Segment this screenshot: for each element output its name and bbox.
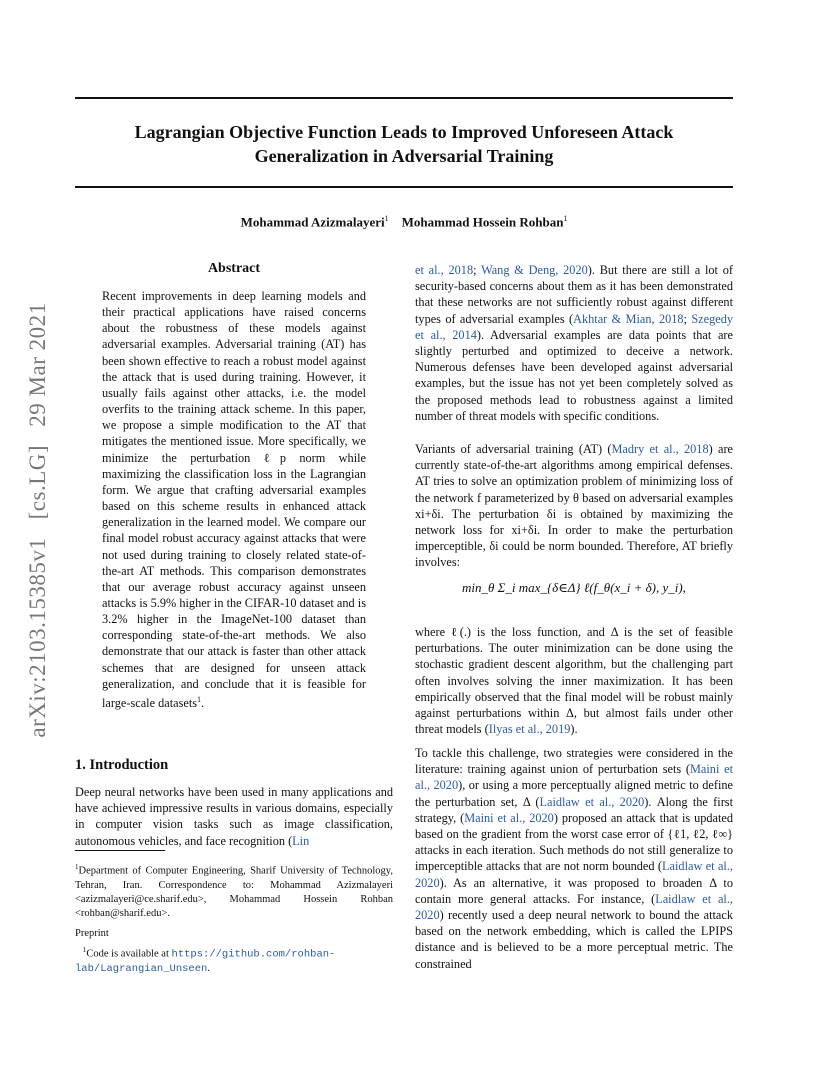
code-footnote: [75, 943, 393, 976]
footnote-separator: [75, 850, 165, 851]
author-name: Mohammad Hossein Rohban: [401, 214, 564, 230]
body-text: ). Along the first strategy, (: [415, 794, 733, 825]
body-text: ) are currently state-of-the-art algorithms among empirical defenses. AT tries to solve an optimization problem of minimizing loss of the network f parameterized by θ based on adversarial examples xi+δi. The perturbation δi is obtained by maximizing the network loss for xi+δi. In order to make the perturbation imperceptible, δi could be norm bounded. Therefore, AT briefly involves:: [415, 442, 733, 570]
arxiv-category: [cs.LG]: [25, 444, 50, 520]
body-text: ) proposed an attack that is updated based on the gradient from the worst case error of {ℓ1, ℓ2, ℓ∞} attacks in each iteration. Such methods do not still generalize to imperceptible attacks that are not norm bounded (: [415, 810, 734, 874]
body-text: Variants of adversarial training (AT) (: [415, 442, 612, 456]
right-column-paragraph: [415, 624, 733, 737]
body-text: ;: [473, 263, 482, 277]
code-url-link[interactable]: https://github.com/rohban-lab/Lagrangian_Unseen: [75, 948, 336, 975]
body-text: ). As an alternative, it was proposed to broaden Δ to contain more general attacks. For instance, (: [415, 875, 733, 906]
affiliation-mark: 1: [384, 214, 389, 223]
citation-link[interactable]: Akhtar & Mian, 2018: [573, 311, 684, 326]
body-text: ).: [570, 722, 578, 737]
citation-link[interactable]: Maini et al., 2020: [415, 762, 733, 793]
abstract-text: Recent improvements in deep learning models and their practical applications have raised concerns about the robustness of these models against adversarial examples. Adversarial training (AT) has been shown effective to reach a robust model against the attack that is used during training. However, it usually fails against other attacks, i.e. the model overfits to the training attack scheme. In this paper, we propose a simple modification to the AT that mitigates the mentioned issue. More specifically, we minimize the perturbation ℓp norm while maximizing the classification loss in the Lagrangian form. We argue that crafting adversarial examples based on this scheme results in enhanced attack generalization in the learned model. We compare our final model robust accuracy against attacks that were not used during training to closely related state-of-the-art AT methods. This comparison demonstrates that our average robust accuracy against unseen attacks is 5.9% higher in the CIFAR-10 dataset and is 3.2% higher in the ImageNet-100 dataset than corresponding state-of-the-art methods. We also demonstrate that our attack is faster than other attack schemes that are designed for unseen attack generalization, and conclude that it is feasible for large-scale datasets: [102, 289, 366, 710]
footnote-mark: 1: [75, 863, 79, 871]
right-column-paragraph: [415, 441, 733, 571]
code-text: Code is available at: [86, 948, 172, 960]
abstract-end: .: [201, 696, 205, 710]
body-text: ) recently used a deep neural network to bound the attack based on the network embedding, which is called the LPIPS distance and is believed to be a more perceptual metric. The constrained: [415, 908, 733, 971]
paper-title: [75, 120, 733, 168]
body-text: To tackle this challenge, two strategies were considered in the literature: training against union of perturbation sets (: [415, 746, 733, 777]
citation-link[interactable]: Laidlaw et al., 2020: [415, 891, 733, 923]
body-text: ), or using a more perceptually aligned metric to define the perturbation set, Δ (: [415, 778, 733, 809]
citation-link[interactable]: Laidlaw et al., 2020: [415, 859, 733, 890]
citation-link[interactable]: Wang & Deng, 2020: [481, 263, 588, 277]
citation-link[interactable]: et al., 2018: [415, 263, 474, 277]
author-list: [75, 214, 733, 230]
citation-link[interactable]: Laidlaw et al., 2020: [539, 794, 645, 809]
affiliation-mark: 1: [563, 214, 568, 223]
title-top-rule: [75, 97, 733, 99]
abstract-heading: Abstract: [207, 261, 261, 276]
body-text: ). Adversarial examples are data points that are slightly perturbed and optimized to deceive a network. Numerous defenses have been developed against adversarial examples, but the issue has not yet been completely solved as the proposed methods lead to robustness against a limited number of threat models with specific conditions.: [415, 327, 733, 423]
title-line-1: Lagrangian Objective Function Leads to Improved Unforeseen Attack: [134, 122, 674, 142]
body-text: ;: [683, 311, 692, 326]
citation-link[interactable]: Madry et al., 2018: [611, 442, 709, 456]
preprint-label: Preprint: [75, 928, 109, 939]
body-text: ). But there are still a lot of security-based concerns about them as it has been demonstrated that these networks are not sufficiently robust against different types of adversarial examples (: [415, 263, 733, 326]
affiliation-footnote: [75, 860, 393, 921]
at-objective-equation: [415, 580, 733, 596]
citation-link[interactable]: Lin: [292, 833, 310, 848]
arxiv-id: arXiv:2103.15385v1: [25, 537, 50, 738]
body-text: where ℓ(.) is the loss function, and Δ is the set of feasible perturbations. The outer minimization can be done using the stochastic gradient descent algorithm, but the challenging part often involves solving the inner maximization. It has been empirically observed that the final model will be robust mainly against perturbations within Δ, but almost fails under other threat models (: [415, 625, 733, 737]
abstract-body: [102, 288, 366, 711]
title-bottom-rule: [75, 186, 733, 188]
citation-link[interactable]: Maini et al., 2020: [464, 810, 554, 825]
citation-link[interactable]: Szegedy et al., 2014: [415, 311, 733, 342]
affiliation-text: Department of Computer Engineering, Sharif University of Technology, Tehran, Iran. Correspondence to: Mohammad Azizmalayeri <azizmalayeri@ce.sharif.edu>, Mohammad Hossein Rohban <rohban@sharif.edu>.: [75, 865, 393, 919]
author-name: Mohammad Azizmalayeri: [240, 214, 385, 230]
arxiv-date: 29 Mar 2021: [25, 302, 50, 427]
right-column-paragraph: [415, 745, 733, 972]
introduction-paragraph: [75, 784, 393, 849]
section-heading-introduction: 1. Introduction: [75, 757, 169, 773]
title-line-2: Generalization in Adversarial Training: [254, 146, 554, 166]
citation-link[interactable]: Ilyas et al., 2019: [488, 722, 571, 737]
right-column-paragraph: [415, 262, 733, 424]
arxiv-sidebar-stamp: [25, 296, 51, 743]
intro-text: Deep neural networks have been used in many applications and have achieved impressive results in various domains, especially in computer vision tasks such as image classification, autonomous vehicles, and face recognition (: [75, 785, 393, 848]
footnote-mark: 1: [197, 694, 202, 704]
footnote-mark: 1: [82, 946, 87, 954]
code-end: .: [207, 962, 210, 974]
equation-text: min_θ Σ_i max_{δ∈Δ} ℓ(f_θ(x_i + δ), y_i),: [462, 580, 686, 595]
